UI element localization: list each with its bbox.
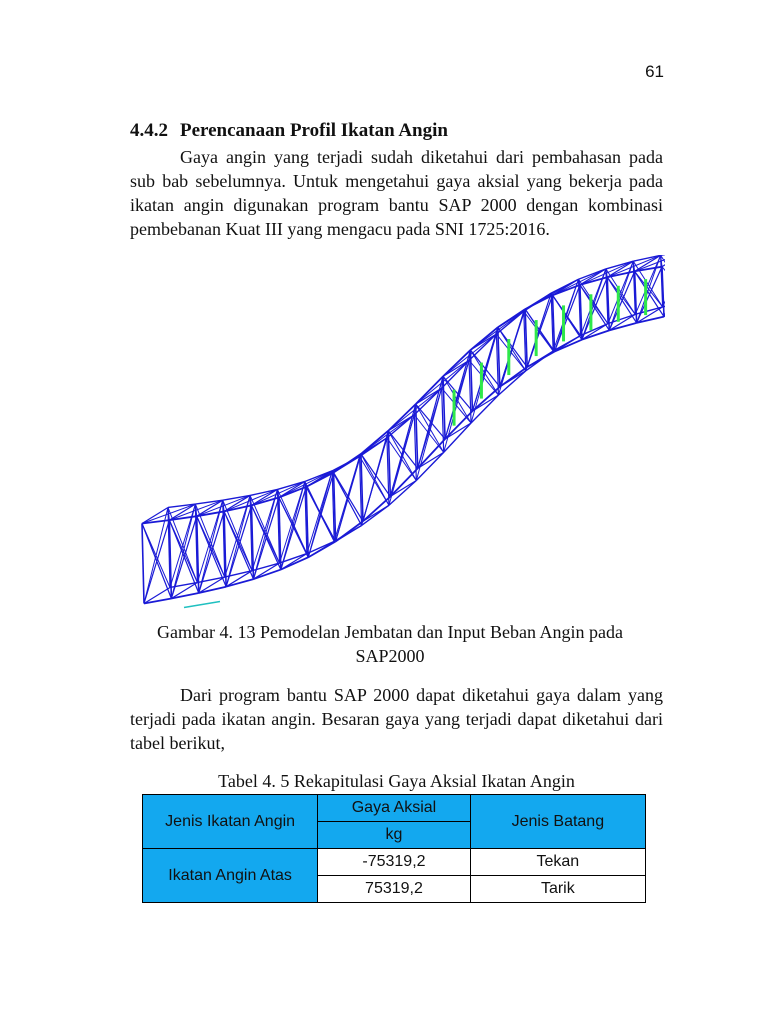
figure-caption-line2: SAP2000	[355, 646, 425, 666]
table-header-row	[143, 795, 646, 822]
section-heading	[130, 120, 670, 142]
table-title: Tabel 4. 5 Rekapitulasi Gaya Aksial Ikatan Angin	[218, 771, 575, 791]
bridge-truss-image	[138, 255, 665, 620]
header-jenis-batang: Jenis Batang	[470, 795, 645, 849]
figure-caption-line1: Gambar 4. 13 Pemodelan Jembatan dan Input Beban Angin pada	[157, 622, 623, 642]
figure-caption	[120, 620, 660, 668]
section-title: Perencanaan Profil Ikatan Angin	[180, 120, 448, 141]
cell-batang: Tekan	[470, 849, 645, 876]
cell-batang: Tarik	[470, 876, 645, 903]
group-label: Ikatan Angin Atas	[143, 849, 318, 903]
cell-gaya: -75319,2	[318, 849, 470, 876]
paragraph-results: Dari program bantu SAP 2000 dapat diketahui gaya dalam yang terjadi pada ikatan angin. Besaran gaya yang terjadi dapat diketahui dari tabel berikut,	[130, 685, 663, 753]
page-number: 61	[645, 62, 664, 81]
axial-force-table	[142, 794, 646, 903]
header-unit: kg	[318, 822, 470, 849]
paragraph-intro: Gaya angin yang terjadi sudah diketahui dari pembahasan pada sub bab sebelumnya. Untuk mengetahui gaya aksial yang bekerja pada ikatan angin digunakan program bantu SAP 2000 dengan kombinasi pembebanan Kuat III yang mengacu pada SNI 1725:2016.	[130, 147, 663, 239]
cell-gaya: 75319,2	[318, 876, 470, 903]
header-jenis-ikatan: Jenis Ikatan Angin	[143, 795, 318, 849]
header-gaya-aksial: Gaya Aksial	[318, 795, 470, 822]
table-row	[143, 849, 646, 876]
bridge-model-figure	[138, 255, 665, 620]
section-number: 4.4.2	[130, 120, 168, 141]
